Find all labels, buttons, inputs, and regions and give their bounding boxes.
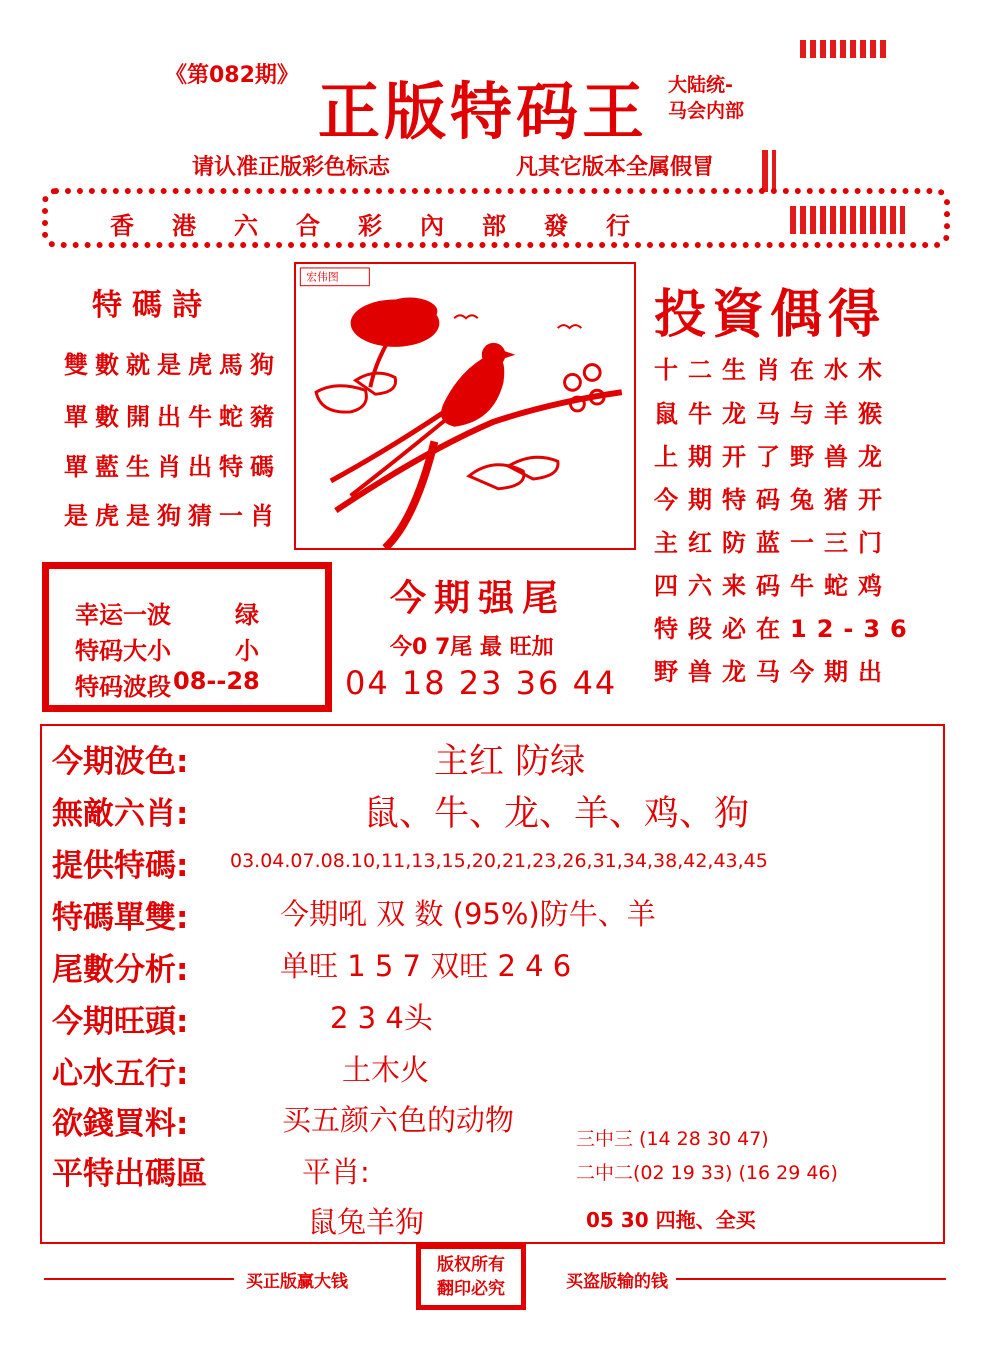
strong-tail-title: 今期强尾 xyxy=(390,577,567,619)
drag-numbers: 05 30 四拖、全买 xyxy=(586,1208,756,1232)
strong-tail-numbers: 04 18 23 36 44 xyxy=(345,664,618,702)
six-zodiac-label: 無敵六肖: xyxy=(52,796,189,832)
poem-line: 單數開出牛蛇豬 xyxy=(64,402,281,431)
tail-analysis-label: 尾數分析: xyxy=(52,952,189,988)
flat-zodiac-label: 平肖: xyxy=(302,1155,370,1189)
special-numbers-label: 提供特碼: xyxy=(52,848,189,884)
two-hit: 二中二(02 19 33) (16 29 46) xyxy=(576,1162,838,1184)
footer-divider xyxy=(676,1278,946,1280)
redacted-mosaic xyxy=(800,40,890,58)
special-numbers-value: 03.04.07.08.10,11,13,15,20,21,23,26,31,34,38,42,43,45 xyxy=(230,850,768,872)
buy-value: 买五颜六色的动物 xyxy=(282,1103,515,1137)
flat-special-label: 平特出碼區 xyxy=(52,1156,207,1192)
invest-line: 四六来码牛蛇鸡 xyxy=(654,572,892,600)
size-label: 特码大小 xyxy=(75,637,171,665)
invest-line: 主红防蓝一三门 xyxy=(654,529,892,557)
wave-label: 幸运一波 xyxy=(75,601,171,629)
odd-even-label: 特碼單雙: xyxy=(52,900,189,936)
issue-number: 《第082期》 xyxy=(165,63,299,88)
publisher-line-2: 马会内部 xyxy=(668,100,745,122)
bird-drawing xyxy=(296,264,634,548)
invest-line: 特段必在12-36 xyxy=(654,615,917,643)
footer-slogan-left: 买正版赢大钱 xyxy=(246,1272,348,1292)
flat-zodiac-value: 鼠兔羊狗 xyxy=(308,1205,425,1239)
element-label: 心水五行: xyxy=(52,1056,189,1092)
luck-box xyxy=(42,562,332,712)
head-value: 2 3 4头 xyxy=(330,1001,433,1035)
publisher-line-1: 大陆统- xyxy=(668,74,733,96)
wave-value: 绿 xyxy=(235,601,259,629)
size-value: 小 xyxy=(235,637,259,665)
redacted-mosaic xyxy=(790,206,905,234)
footer-slogan-right: 买盗版输的钱 xyxy=(566,1272,668,1292)
tail-analysis-value: 单旺 1 5 7 双旺 2 4 6 xyxy=(280,949,572,983)
copyright-box xyxy=(416,1244,526,1310)
invest-line: 十二生肖在水木 xyxy=(654,356,892,384)
counterfeit-notice: 凡其它版本全属假冒 xyxy=(516,155,715,180)
three-hit: 三中三 (14 28 30 47) xyxy=(576,1128,769,1150)
bird-illustration xyxy=(294,262,636,550)
element-value: 土木火 xyxy=(342,1053,430,1087)
redacted-mosaic xyxy=(762,150,776,192)
range-value: 08--28 xyxy=(173,667,260,695)
buy-label: 欲錢買料: xyxy=(52,1106,189,1142)
color-value: 主红 防绿 xyxy=(434,742,586,782)
poem-line: 是虎是狗猜一肖 xyxy=(64,501,281,530)
footer-divider xyxy=(44,1278,234,1280)
prediction-box xyxy=(40,724,945,1244)
copyright-line-1: 版权所有 xyxy=(437,1255,505,1275)
issuer-text: 香港六合彩內部發行 xyxy=(110,211,668,240)
head-label: 今期旺頭: xyxy=(52,1004,189,1040)
invest-line: 野兽龙马今期出 xyxy=(654,658,892,686)
invest-title: 投資偶得 xyxy=(654,284,887,345)
artist-seal: 宏伟图 xyxy=(306,270,339,284)
strong-tail-subtitle: 今0 7尾 最 旺加 xyxy=(390,635,554,660)
poem-line: 單藍生肖出特碼 xyxy=(64,452,281,481)
poem-line: 雙數就是虎馬狗 xyxy=(64,350,281,379)
invest-line: 上期开了野兽龙 xyxy=(654,443,892,471)
poem-title: 特碼詩 xyxy=(92,288,212,323)
six-zodiac-value: 鼠、牛、龙、羊、鸡、狗 xyxy=(364,794,750,834)
invest-line: 今期特码兔猪开 xyxy=(654,486,892,514)
authenticity-notice: 请认准正版彩色标志 xyxy=(192,155,391,180)
range-label: 特码波段 xyxy=(75,673,171,701)
odd-even-value: 今期吼 双 数 (95%)防牛、羊 xyxy=(280,897,656,931)
page-title: 正版特码王 xyxy=(318,75,649,148)
color-label: 今期波色: xyxy=(52,744,189,780)
invest-line: 鼠牛龙马与羊猴 xyxy=(654,400,892,428)
copyright-line-2: 翻印必究 xyxy=(437,1279,505,1299)
